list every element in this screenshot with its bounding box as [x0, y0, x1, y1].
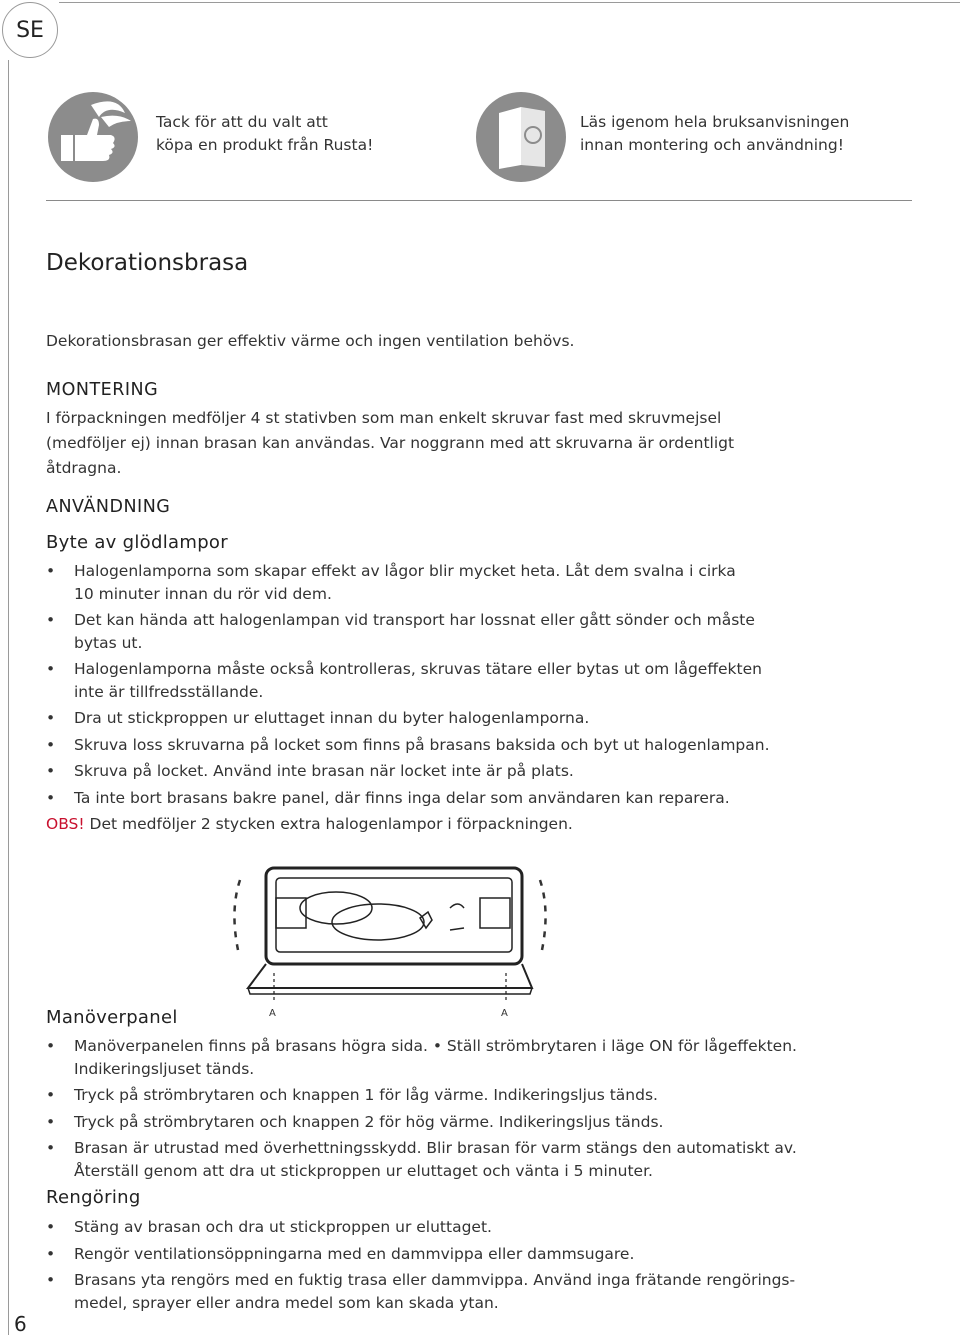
lamp-replacement-subheading: Byte av glödlampor	[46, 532, 228, 553]
list-item: • Brasan är utrustad med överhettningsskydd. Blir brasan för varm stängs den automatiskt av. Återställ genom att dra ut stickproppen ur eluttaget och vänta i 5 minuter.	[46, 1137, 906, 1182]
list-item: • Det kan hända att halogenlampan vid transport har lossnat eller gått sönder och måste bytas ut.	[46, 609, 906, 654]
rengoring-list	[46, 1216, 906, 1318]
intro-read-line2: innan montering och användning!	[580, 136, 844, 154]
obs-text: Det medföljer 2 stycken extra halogenlampor i förpackningen.	[84, 815, 573, 833]
anvandning-list	[46, 560, 906, 813]
obs-label: OBS!	[46, 815, 85, 833]
thumbs-up-icon	[47, 91, 139, 183]
list-item: • Brasans yta rengörs med en fuktig trasa eller dammvippa. Använd inga frätande rengörings- medel, sprayer eller andra medel som kan skada ytan.	[46, 1269, 906, 1314]
montering-line: I förpackningen medföljer 4 st stativben som man enkelt skruvar fast med skruvmejsel	[46, 409, 722, 427]
lamp-replacement-diagram	[228, 860, 552, 1020]
list-item: • Halogenlamporna som skapar effekt av lågor blir mycket heta. Låt dem svalna i cirka 10 minuter innan du rör vid dem.	[46, 560, 906, 605]
intro-read	[580, 111, 849, 157]
list-item: • Halogenlamporna måste också kontrolleras, skruvas tätare eller bytas ut om lågeffekten inte är tillfredsställande.	[46, 658, 906, 703]
page-number: 6	[14, 1312, 27, 1336]
description: Dekorationsbrasan ger effektiv värme och ingen ventilation behövs.	[46, 332, 575, 350]
list-item: • Stäng av brasan och dra ut stickproppen ur eluttaget.	[46, 1216, 906, 1239]
page-frame-top	[59, 2, 960, 3]
list-item: • Ta inte bort brasans bakre panel, där finns inga delar som användaren kan reparera.	[46, 787, 906, 810]
list-item: • Skruva loss skruvarna på locket som finns på brasans baksida och byt ut halogenlampan.	[46, 734, 906, 757]
intro-thanks-line1: Tack för att du valt att	[156, 113, 328, 131]
rengoring-heading: Rengöring	[46, 1187, 141, 1208]
language-badge: SE	[2, 2, 58, 58]
intro-thanks-line2: köpa en produkt från Rusta!	[156, 136, 374, 154]
list-item: • Dra ut stickproppen ur eluttaget innan du byter halogenlamporna.	[46, 707, 906, 730]
montering-heading: MONTERING	[46, 380, 159, 400]
page-frame-left	[8, 60, 9, 1335]
manoverpanel-heading: Manöverpanel	[46, 1007, 178, 1028]
header-divider	[46, 200, 912, 201]
list-item: • Skruva på locket. Använd inte brasan när locket inte är på plats.	[46, 760, 906, 783]
list-item: • Tryck på strömbrytaren och knappen 1 för låg värme. Indikeringsljus tänds.	[46, 1084, 906, 1107]
intro-read-line1: Läs igenom hela bruksanvisningen	[580, 113, 850, 131]
montering-text	[46, 406, 906, 481]
anvandning-heading: ANVÄNDNING	[46, 497, 171, 517]
montering-line: (medföljer ej) innan brasan kan användas. Var noggrann med att skruvarna är ordentligt	[46, 434, 735, 452]
list-item: • Rengör ventilationsöppningarna med en dammvippa eller dammsugare.	[46, 1243, 906, 1266]
list-item: • Tryck på strömbrytaren och knappen 2 för hög värme. Indikeringsljus tänds.	[46, 1111, 906, 1134]
montering-line: åtdragna.	[46, 459, 122, 477]
obs-note	[46, 815, 573, 833]
page-title: Dekorationsbrasa	[46, 250, 249, 276]
diagram-label-right: A	[501, 1008, 508, 1019]
manoverpanel-list	[46, 1035, 906, 1186]
manual-book-icon	[475, 91, 567, 183]
intro-thanks	[156, 111, 373, 157]
diagram-label-left: A	[269, 1008, 276, 1019]
list-item: • Manöverpanelen finns på brasans högra sida. • Ställ strömbrytaren i läge ON för lågeffekten. Indikeringsljuset tänds.	[46, 1035, 906, 1080]
